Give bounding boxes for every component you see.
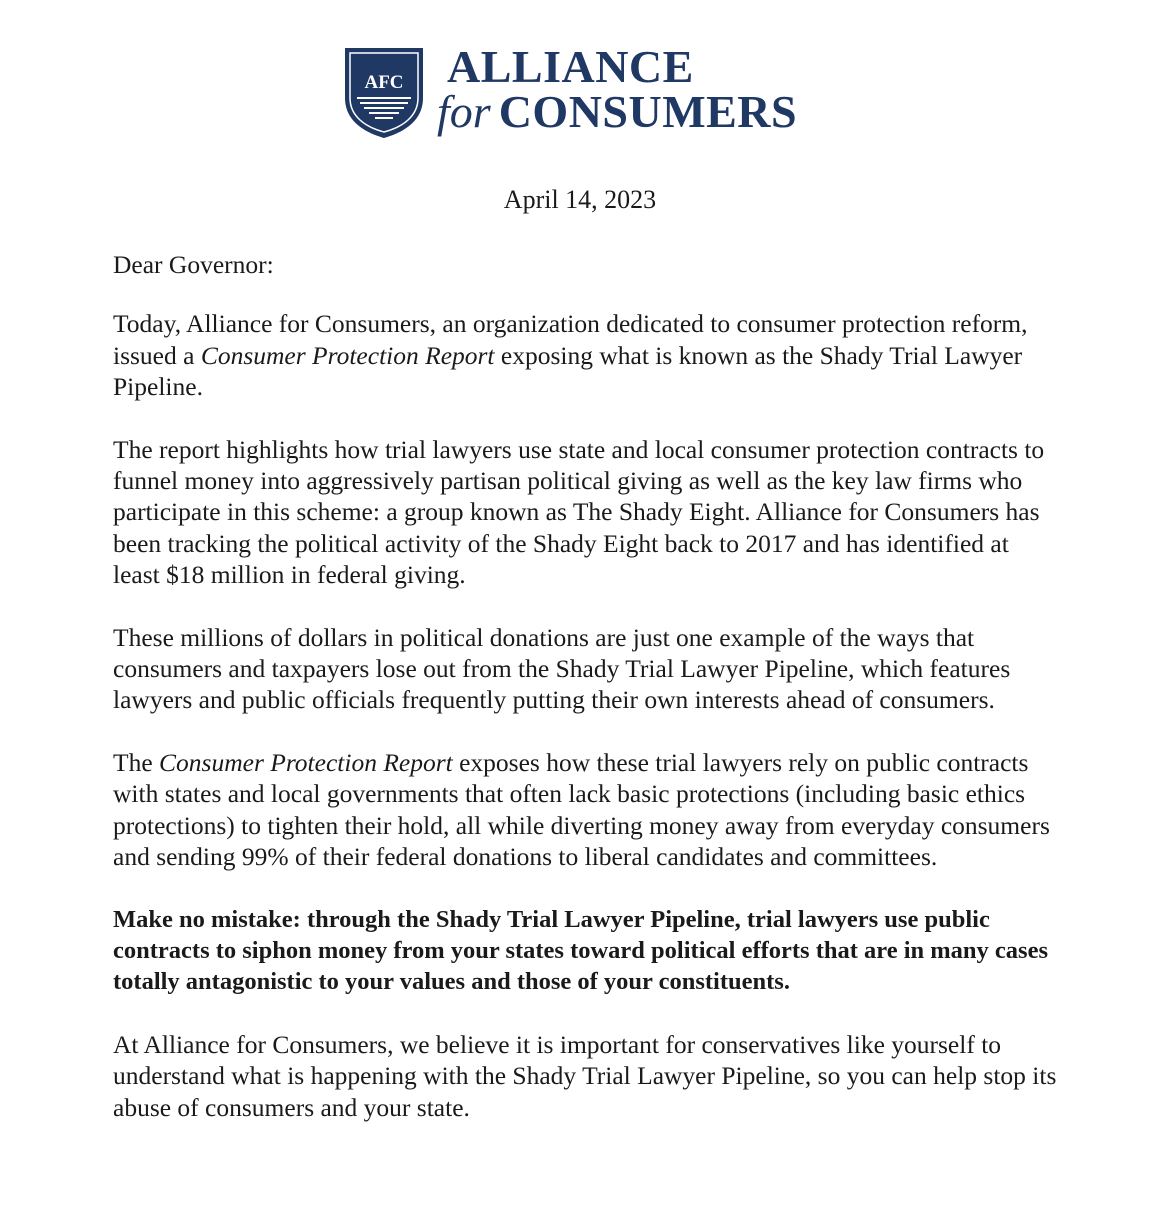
paragraph-1-text-a: Today, Alliance for Consumers, an organization dedicated to consumer protection reform, issued a (113, 309, 1028, 370)
paragraph-1 (113, 308, 1058, 402)
paragraph-4-text-a: The (113, 747, 160, 777)
brand-for: for (437, 86, 491, 137)
seal-text: AFC (364, 72, 404, 93)
report-title: Consumer Protection Report (200, 340, 495, 370)
letter-body (113, 249, 1058, 1154)
paragraph-4 (113, 747, 1058, 873)
brand-name-line1: ALLIANCE (447, 41, 694, 92)
paragraph-4-text-b: exposes how these trial lawyers rely on public contracts with states and local governments that often lack basic protections (including basic ethics protections) to tighten their hold, all while diverting money away from everyday consumers and sending 99% of their federal donations to liberal candidates and committees. (113, 747, 1050, 872)
afc-shield-logo (343, 46, 425, 140)
paragraph-1-text-b: exposing what is known as the Shady Trial Lawyer Pipeline. (113, 340, 1023, 402)
report-title: Consumer Protection Report (159, 747, 453, 777)
paragraph-2: The report highlights how trial lawyers use state and local consumer protection contracts to funnel money into aggressively partisan political giving as well as the key law firms who participate in this scheme: a group known as The Shady Eight. Alliance for Consumers has been tracking the political activity of the Shady Eight back to 2017 and has identified at least $18 million in federal giving. (113, 434, 1045, 590)
paragraph-6: At Alliance for Consumers, we believe it is important for conservatives like yourself to understand what is happening with the Shady Trial Lawyer Pipeline, so you can help stop its abuse of consumers and your state. (113, 1029, 1057, 1122)
letterhead (343, 42, 823, 142)
paragraph-3: These millions of dollars in political donations are just one example of the ways that consumers and taxpayers lose out from the Shady Trial Lawyer Pipeline, which features lawyers and public officials frequently putting their own interests ahead of consumers. (113, 622, 1011, 715)
brand-name-line2 (437, 86, 797, 138)
letter-date: April 14, 2023 (503, 185, 657, 214)
salutation: Dear Governor: (113, 250, 274, 279)
paragraph-5-emphasis: Make no mistake: through the Shady Trial Lawyer Pipeline, trial lawyers use public contracts to siphon money from your states toward political efforts that are in many cases totally antagonistic to your values and those of your constituents. (113, 905, 1048, 996)
brand-consumers: CONSUMERS (498, 86, 798, 137)
